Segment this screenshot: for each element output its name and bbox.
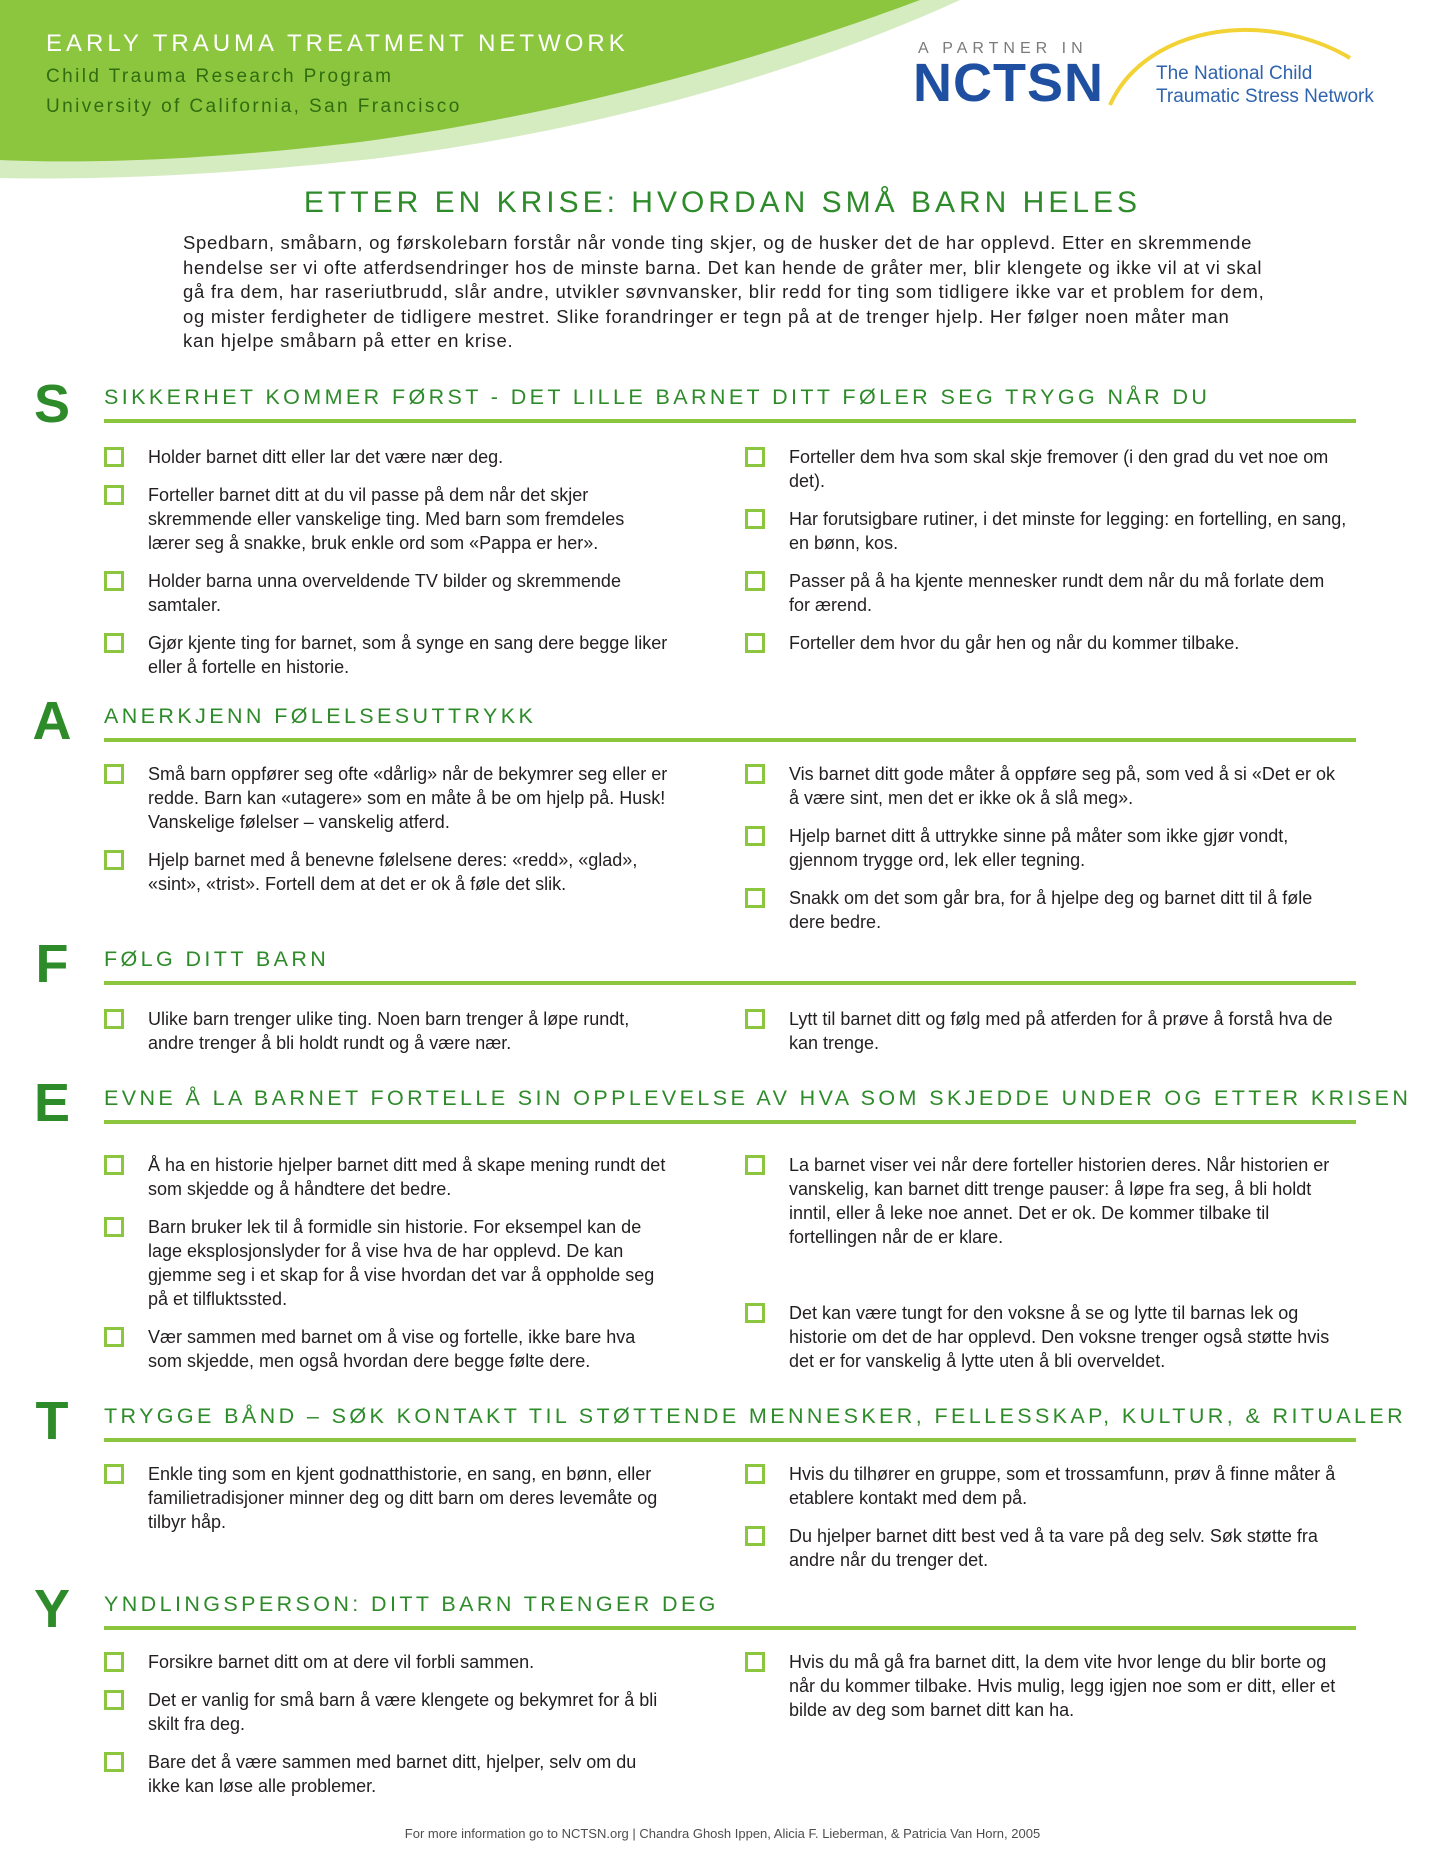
section-divider [104,419,1356,423]
checkbox-icon[interactable] [745,633,765,653]
section-heading: SIKKERHET KOMMER FØRST - DET LILLE BARNET DITT FØLER SEG TRYGG NÅR DU [104,385,1211,409]
section-divider [104,981,1356,985]
section-divider [104,1626,1356,1630]
section-divider [104,1438,1356,1442]
checkbox-icon[interactable] [104,764,124,784]
checkbox-icon[interactable] [104,1155,124,1175]
checkbox-icon[interactable] [104,571,124,591]
checkbox-icon[interactable] [104,1327,124,1347]
checkbox-icon[interactable] [104,633,124,653]
section-heading: ANERKJENN FØLELSESUTTRYKK [104,704,537,728]
organization-name: EARLY TRAUMA TREATMENT NETWORK [46,30,629,57]
section-heading: FØLG DITT BARN [104,947,330,971]
checkbox-icon[interactable] [104,1652,124,1672]
checkbox-icon[interactable] [745,1652,765,1672]
checkbox-icon[interactable] [745,888,765,908]
checkbox-icon[interactable] [745,1155,765,1175]
checkbox-icon[interactable] [745,826,765,846]
section-letter: F [35,934,69,994]
section-letter: T [35,1391,69,1451]
section-letter: Y [33,1579,71,1639]
page-title: ETTER EN KRISE: HVORDAN SMÅ BARN HELES [303,186,1142,219]
checkbox-icon[interactable] [745,509,765,529]
checkbox-icon[interactable] [104,1464,124,1484]
checkbox-icon[interactable] [745,571,765,591]
intro-paragraph: Spedbarn, småbarn, og førskolebarn forstår når vonde ting skjer, og de husker det de har opplevd. Etter en skremmende hendelse ser vi ofte atferdsendringer hos de minste barna. Det kan hende de gråter mer, blir klengete og ikke vil at vi skal gå fra dem, har raseriutbrudd, slår andre, utvikler søvnvansker, blir redd for ting som tidligere ikke var et problem for dem, og mister ferdigheter de tidligere mestret. Slike forandringer er tegn på at de trenger hjelp. Her følger noen måter man kan hjelpe småbarn på etter en krise. [183,232,1265,352]
section-heading: EVNE Å LA BARNET FORTELLE SIN OPPLEVELSE AV HVA SOM SKJEDDE UNDER OG ETTER KRISEN [104,1086,1412,1110]
checkbox-icon[interactable] [104,1009,124,1029]
section-letter: E [33,1073,71,1133]
partner-label: A PARTNER IN [918,40,1088,57]
program-name: Child Trauma Research Program [46,66,394,87]
nctsn-logo-text: NCTSN [913,53,1104,113]
nctsn-full-name: The National Child Traumatic Stress Network [1156,63,1374,107]
checkbox-icon[interactable] [104,1217,124,1237]
checkbox-icon[interactable] [745,1303,765,1323]
checkbox-icon[interactable] [745,1464,765,1484]
checkbox-icon[interactable] [104,485,124,505]
section-divider [104,738,1356,742]
footer-credits: For more information go to NCTSN.org | Chandra Ghosh Ippen, Alicia F. Lieberman, & Patricia Van Horn, 2005 [404,1826,1041,1841]
university-name: University of California, San Francisco [46,96,462,117]
section-heading: TRYGGE BÅND – SØK KONTAKT TIL STØTTENDE MENNESKER, FELLESSKAP, KULTUR, & RITUALER [104,1404,1407,1428]
section-divider [104,1120,1356,1124]
checkbox-icon[interactable] [745,1009,765,1029]
checkbox-icon[interactable] [745,1526,765,1546]
section-heading: YNDLINGSPERSON: DITT BARN TRENGER DEG [104,1592,719,1616]
checkbox-icon[interactable] [104,447,124,467]
checkbox-icon[interactable] [745,447,765,467]
section-letter: S [33,374,71,434]
checkbox-icon[interactable] [104,1752,124,1772]
checkbox-icon[interactable] [104,1690,124,1710]
checkbox-icon[interactable] [745,764,765,784]
checkbox-icon[interactable] [104,850,124,870]
section-letter: A [32,691,72,751]
